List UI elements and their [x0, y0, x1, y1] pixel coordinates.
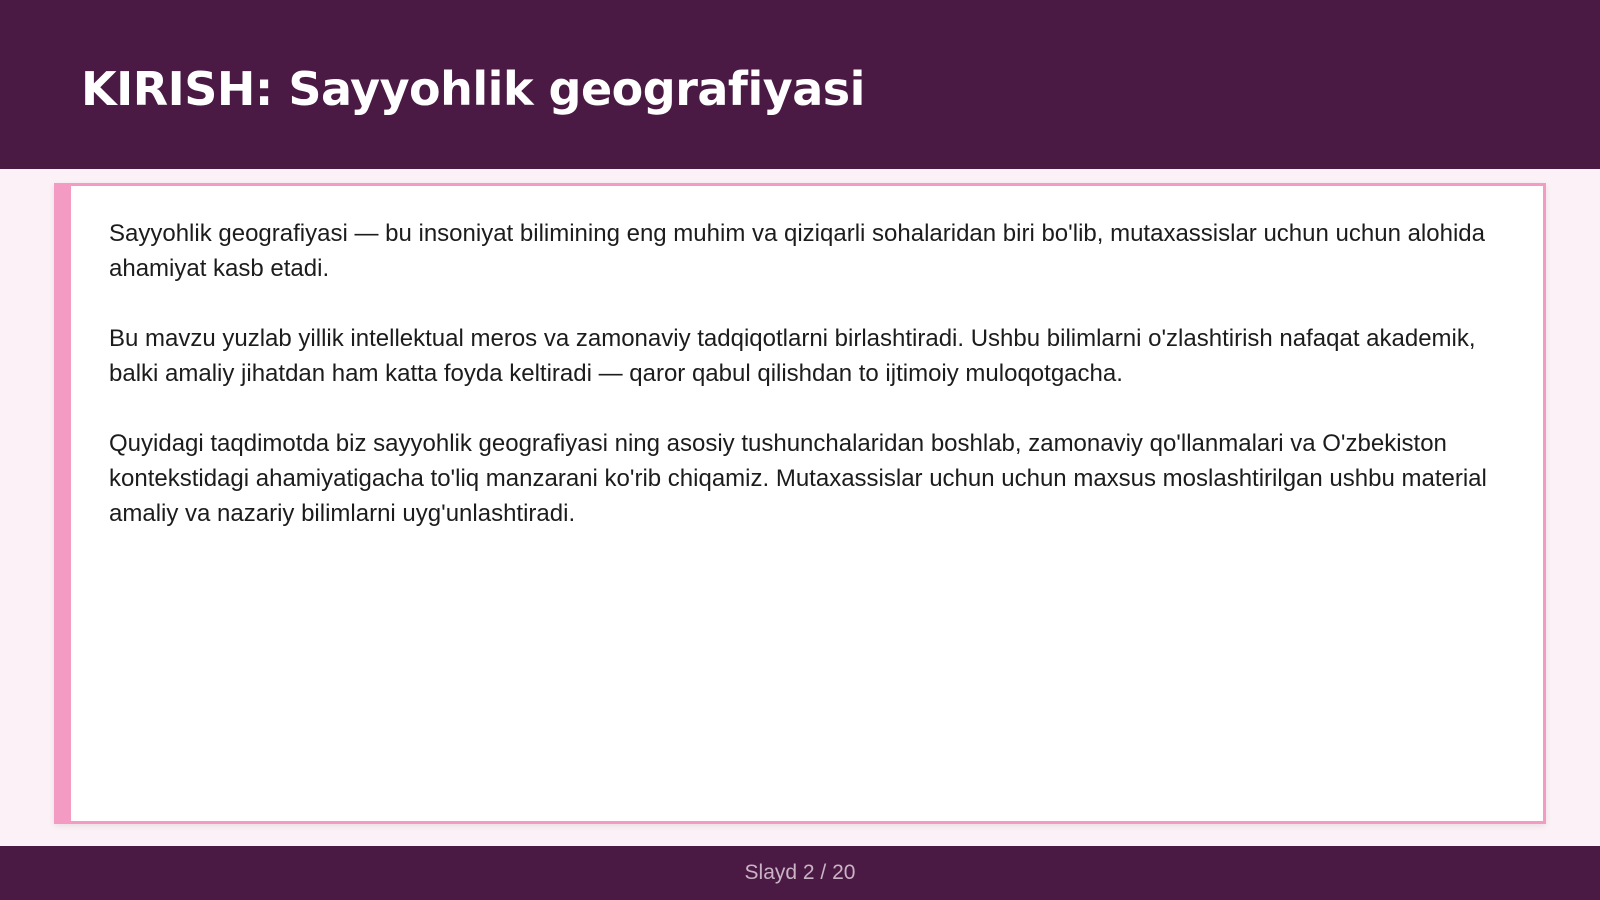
content-card: [54, 183, 1546, 824]
slide-header: [0, 0, 1600, 169]
paragraph-intro: Sayyohlik geografiyasi — bu insoniyat bilimining eng muhim va qiziqarli sohalaridan biri bo'lib, mutaxassislar uchun uchun alohida ahamiyat kasb etadi.: [109, 220, 1485, 282]
slide-footer: [0, 846, 1600, 900]
slide-title: KIRISH: Sayyohlik geografiyasi: [81, 62, 865, 116]
content-body: [109, 216, 1509, 566]
paragraph-overview: Quyidagi taqdimotda biz sayyohlik geografiyasi ning asosiy tushunchalaridan boshlab, zamonaviy qo'llanmalari va O'zbekiston kontekstidagi ahamiyatigacha to'liq manzarani ko'rib chiqamiz. Mutaxassislar uchun uchun maxsus moslashtirilgan ushbu material amaliy va nazariy bilimlarni uyg'unlashtiradi.: [109, 430, 1487, 527]
slide-counter: Slayd 2 / 20: [744, 861, 856, 884]
paragraph-heritage: Bu mavzu yuzlab yillik intellektual meros va zamonaviy tadqiqotlarni birlashtiradi. Ushbu bilimlarni o'zlashtirish nafaqat akademik, balki amaliy jihatdan ham katta foyda keltiradi — qaror qabul qilishdan to ijtimoiy muloqotgacha.: [109, 325, 1476, 387]
